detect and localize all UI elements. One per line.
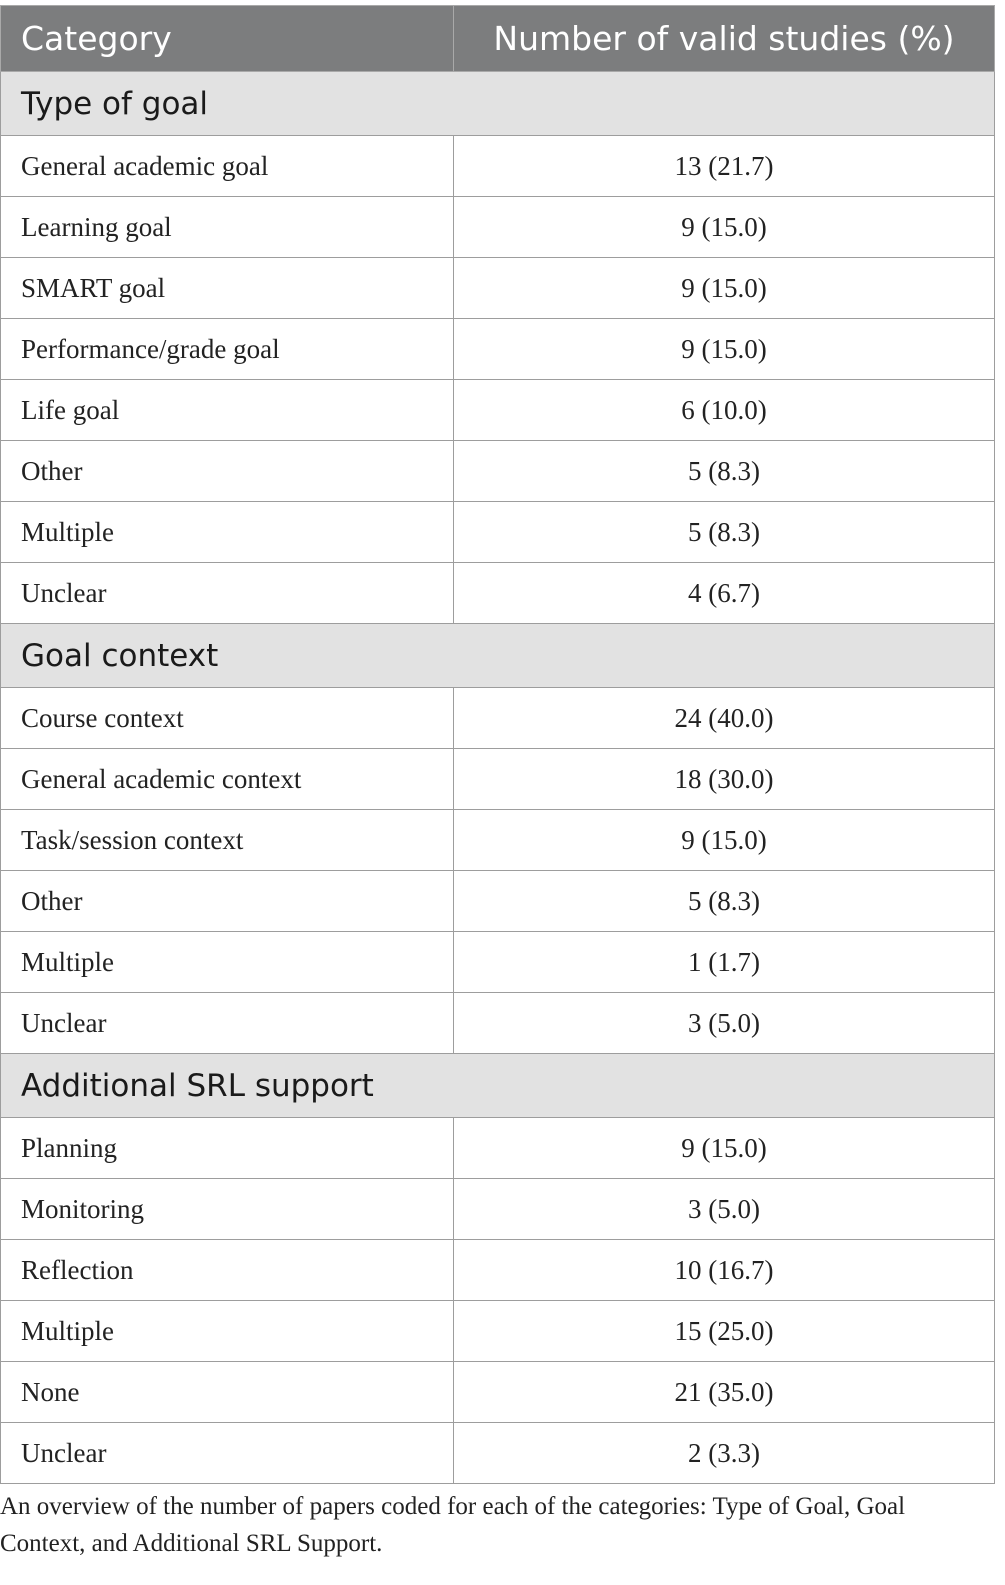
row-label: Monitoring	[1, 1179, 454, 1240]
table-row	[1, 1301, 995, 1362]
table-row	[1, 1423, 995, 1484]
row-value: 5 (8.3)	[454, 502, 995, 563]
row-label: Unclear	[1, 563, 454, 624]
table-row	[1, 441, 995, 502]
table-row	[1, 197, 995, 258]
row-label: Reflection	[1, 1240, 454, 1301]
row-label: Planning	[1, 1118, 454, 1179]
row-label: Course context	[1, 688, 454, 749]
table-row	[1, 871, 995, 932]
table-row	[1, 258, 995, 319]
row-label: Task/session context	[1, 810, 454, 871]
row-label: Multiple	[1, 502, 454, 563]
table-row	[1, 932, 995, 993]
table-row	[1, 319, 995, 380]
row-value: 1 (1.7)	[454, 932, 995, 993]
row-value: 6 (10.0)	[454, 380, 995, 441]
summary-table	[0, 5, 995, 1484]
row-label: Multiple	[1, 932, 454, 993]
row-value: 5 (8.3)	[454, 871, 995, 932]
row-value: 10 (16.7)	[454, 1240, 995, 1301]
row-value: 15 (25.0)	[454, 1301, 995, 1362]
table-row	[1, 136, 995, 197]
row-value: 3 (5.0)	[454, 993, 995, 1054]
row-value: 13 (21.7)	[454, 136, 995, 197]
table-row	[1, 993, 995, 1054]
row-value: 9 (15.0)	[454, 197, 995, 258]
row-label: None	[1, 1362, 454, 1423]
table-row	[1, 688, 995, 749]
row-label: General academic goal	[1, 136, 454, 197]
row-label: Unclear	[1, 993, 454, 1054]
row-label: Performance/grade goal	[1, 319, 454, 380]
row-label: Learning goal	[1, 197, 454, 258]
row-value: 5 (8.3)	[454, 441, 995, 502]
section-row-goal-context	[1, 624, 995, 688]
row-label: Life goal	[1, 380, 454, 441]
row-value: 9 (15.0)	[454, 810, 995, 871]
column-header-category: Category	[1, 6, 454, 72]
row-value: 3 (5.0)	[454, 1179, 995, 1240]
table-row	[1, 563, 995, 624]
section-title: Additional SRL support	[1, 1054, 995, 1118]
row-value: 24 (40.0)	[454, 688, 995, 749]
column-header-count: Number of valid studies (%)	[454, 6, 995, 72]
row-value: 21 (35.0)	[454, 1362, 995, 1423]
table-row	[1, 502, 995, 563]
table-row	[1, 1240, 995, 1301]
table-row	[1, 810, 995, 871]
section-row-type-of-goal	[1, 72, 995, 136]
row-value: 4 (6.7)	[454, 563, 995, 624]
table-row	[1, 1118, 995, 1179]
row-label: Multiple	[1, 1301, 454, 1362]
table-row	[1, 1179, 995, 1240]
section-title: Goal context	[1, 624, 995, 688]
row-value: 2 (3.3)	[454, 1423, 995, 1484]
table-header-row	[1, 6, 995, 72]
section-row-additional-srl-support	[1, 1054, 995, 1118]
table-row	[1, 1362, 995, 1423]
table-row	[1, 749, 995, 810]
row-label: General academic context	[1, 749, 454, 810]
table-caption: An overview of the number of papers coded for each of the categories: Type of Goal, Goal Context, and Additional SRL Support.	[0, 1493, 906, 1557]
row-label: Unclear	[1, 1423, 454, 1484]
row-label: Other	[1, 871, 454, 932]
row-value: 9 (15.0)	[454, 319, 995, 380]
section-title: Type of goal	[1, 72, 995, 136]
row-value: 9 (15.0)	[454, 1118, 995, 1179]
table-row	[1, 380, 995, 441]
row-value: 18 (30.0)	[454, 749, 995, 810]
row-value: 9 (15.0)	[454, 258, 995, 319]
row-label: SMART goal	[1, 258, 454, 319]
row-label: Other	[1, 441, 454, 502]
